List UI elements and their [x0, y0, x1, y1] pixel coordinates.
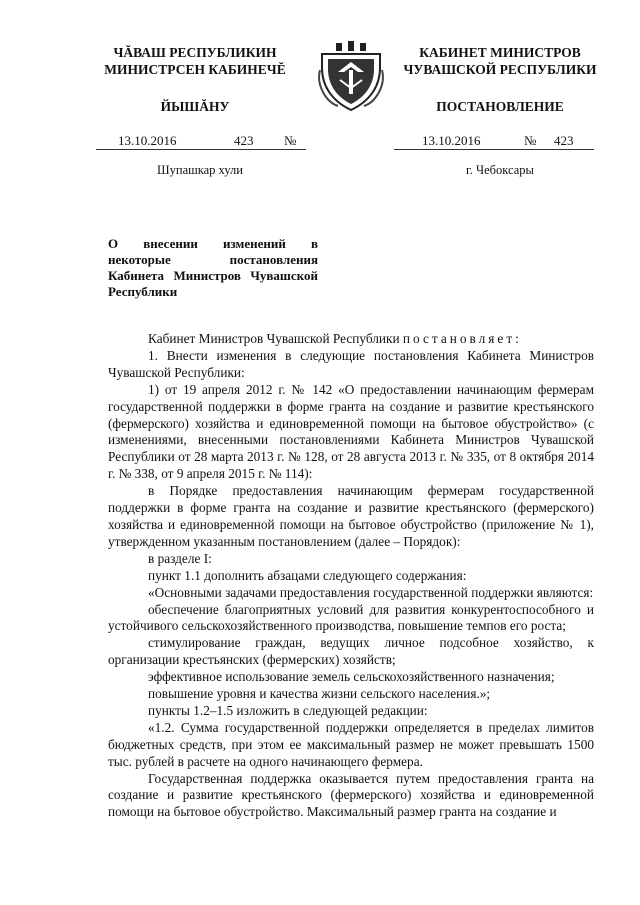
paragraph: повышение уровня и качества жизни сельского населения.»;: [148, 686, 491, 702]
header-right-line2: ЧУВАШСКОЙ РЕСПУБЛИКИ: [403, 62, 597, 77]
header-right-line1: КАБИНЕТ МИНИСТРОВ: [419, 45, 581, 60]
paragraph: Государственная поддержка оказывается путем предоставления гранта на создание и развитие крестьянского (фермерского) хозяйства и единовременной помощи на бытовое обустройство. Максимальный размер гранта на создание и: [108, 770, 594, 820]
header-left-line1: ЧĂВАШ РЕСПУБЛИКИН: [113, 45, 277, 60]
place-right: г. Чебоксары: [466, 163, 534, 177]
paragraph: пункт 1.1 дополнить абзацами следующего содержания:: [148, 567, 467, 583]
header-right: [390, 44, 610, 78]
intro-verb: постановляет:: [402, 331, 522, 346]
number-sign-left: №: [284, 133, 297, 148]
paragraph: обеспечение благоприятных условий для развития конкурентоспособного и устойчивого сельскохозяйственного производства, повышение темпов его роста;: [108, 601, 594, 634]
date-left: 13.10.2016: [118, 133, 177, 148]
header-left-line2: МИНИСТРСЕН КАБИНЕЧĔ: [104, 62, 286, 77]
number-left: 423: [234, 133, 254, 148]
number-line-right: [394, 133, 594, 150]
paragraph: «1.2. Сумма государственной поддержки определяется в пределах лимитов бюджетных средств, при этом ее максимальный размер не может превышать 1500 тыс. рублей в расчете на одного начинающего фермера.: [108, 719, 594, 769]
paragraph: стимулирование граждан, ведущих личное подсобное хозяйство, к организации крестьянских (фермерских) хозяйств;: [108, 635, 594, 668]
number-line-left: [96, 133, 306, 150]
number-sign-right: №: [524, 133, 537, 148]
paragraph: в Порядке предоставления начинающим фермерам государственной поддержки в форме гранта на создание и развитие крестьянского (фермерского) хозяйства и единовременной помощи на бытовое обустройство (приложение № 1), утвержденном указанным постановлением (далее – Порядок):: [108, 483, 594, 549]
intro-paragraph: [108, 331, 594, 348]
place-left: Шупашкар хули: [157, 163, 243, 177]
paragraph: эффективное использование земель сельскохозяйственного назначения;: [148, 669, 555, 685]
document-body: [108, 331, 594, 821]
paragraph: в разделе I:: [148, 550, 212, 566]
header-left: [90, 44, 300, 78]
intro-prefix: Кабинет Министров Чувашской Республики: [148, 331, 400, 346]
paragraph: 1. Внести изменения в следующие постановления Кабинета Министров Чувашской Республики:: [108, 347, 594, 380]
paragraph: «Основными задачами предоставления государственной поддержки являются:: [148, 584, 594, 600]
doc-type-left: ЙЫШĂНУ: [160, 99, 230, 114]
paragraph: 1) от 19 апреля 2012 г. № 142 «О предоставлении начинающим фермерам государственной поддержки в форме гранта на создание и развитие крестьянского (фермерского) хозяйства и единовременной помощи на бытовое обустройство» (с изменениями, внесенными постановлениями Кабинета Министров Чувашской Республики от 28 марта 2013 г. № 128, от 28 августа 2013 г. № 335, от 8 октября 2014 г. № 338, от 9 апреля 2015 г. № 114):: [108, 381, 594, 482]
number-right: 423: [554, 133, 574, 148]
coat-of-arms-emblem: [318, 40, 384, 112]
document-title: О внесении изменений в некоторые постановления Кабинета Министров Чувашской Республики: [108, 236, 318, 299]
paragraph: пункты 1.2–1.5 изложить в следующей редакции:: [148, 702, 428, 718]
date-right: 13.10.2016: [422, 133, 481, 148]
doc-type-right: ПОСТАНОВЛЕНИЕ: [436, 99, 564, 114]
